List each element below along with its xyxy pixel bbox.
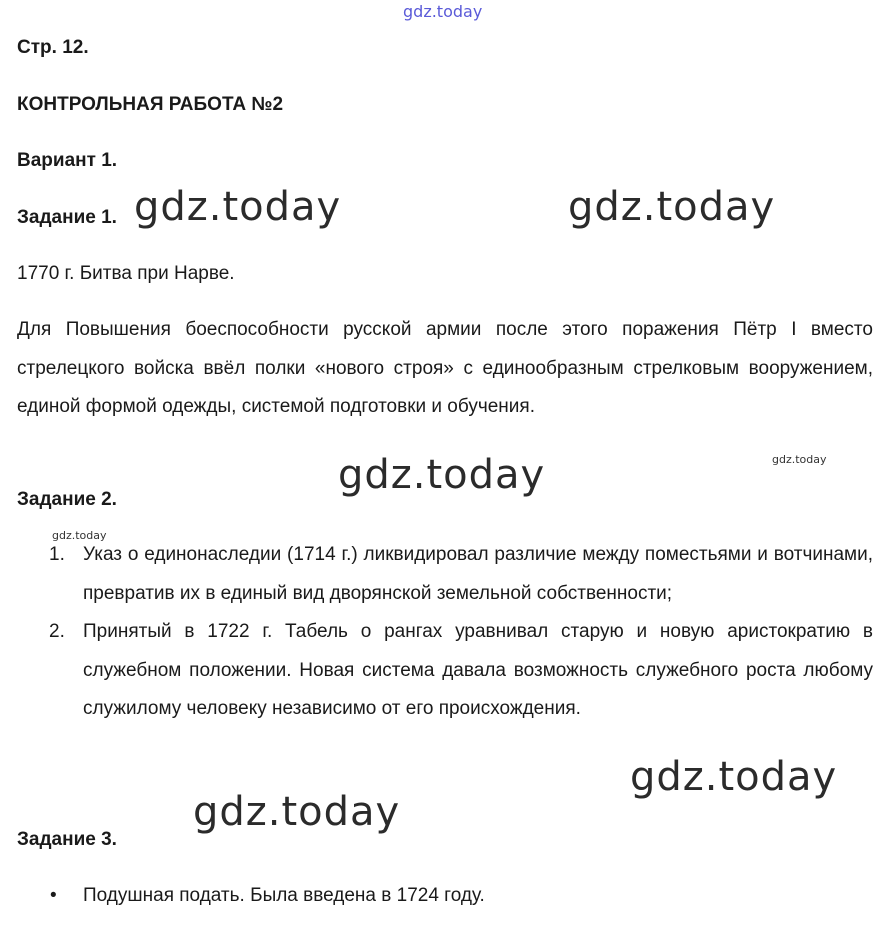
list-item-marker: 2. [49,621,65,642]
list-item [17,536,873,613]
list-item-marker: 1. [49,544,65,565]
list-item [17,877,873,916]
watermark-big-2: gdz.today [568,184,776,230]
watermark-big-5: gdz.today [193,789,401,835]
task3-title: Задание 3. [17,829,117,850]
task1-title: Задание 1. [17,207,117,228]
watermark-big-4: gdz.today [630,754,838,800]
watermark-big-1: gdz.today [134,184,342,230]
work-title: КОНТРОЛЬНАЯ РАБОТА №2 [17,94,284,115]
task2-list [17,536,873,729]
task1-paragraph: Для Повышения боеспособности русской армии после этого поражения Пётр I вместо стрелецкого войска ввёл полки «нового строя» с единообразным стрелковым вооружением, единой формой одежды, системой подготовки и обучения. [17,319,873,417]
watermark-top: gdz.today [403,2,483,21]
list-item-text: Подушная подать. Была введена в 1724 году. [83,885,485,906]
list-item-text: Принятый в 1722 г. Табель о рангах уравнивал старую и новую аристократию в служебном положении. Новая система давала возможность служебного роста любому служилому человеку независимо от его происхождения. [83,621,873,719]
task1-date-line: 1770 г. Битва при Нарве. [17,263,235,284]
variant-label: Вариант 1. [17,150,118,171]
page-label: Стр. 12. [17,37,89,58]
watermark-small-1: gdz.today [772,453,827,466]
task3-list [17,877,873,916]
bullet-marker: • [50,885,57,906]
watermark-big-3: gdz.today [338,452,546,498]
task2-title: Задание 2. [17,489,117,510]
list-item [17,613,873,729]
list-item-text: Указ о единонаследии (1714 г.) ликвидировал различие между поместьями и вотчинами, превратив их в единый вид дворянской земельной собственности; [83,544,873,604]
watermark-small-2: gdz.today [52,529,107,542]
